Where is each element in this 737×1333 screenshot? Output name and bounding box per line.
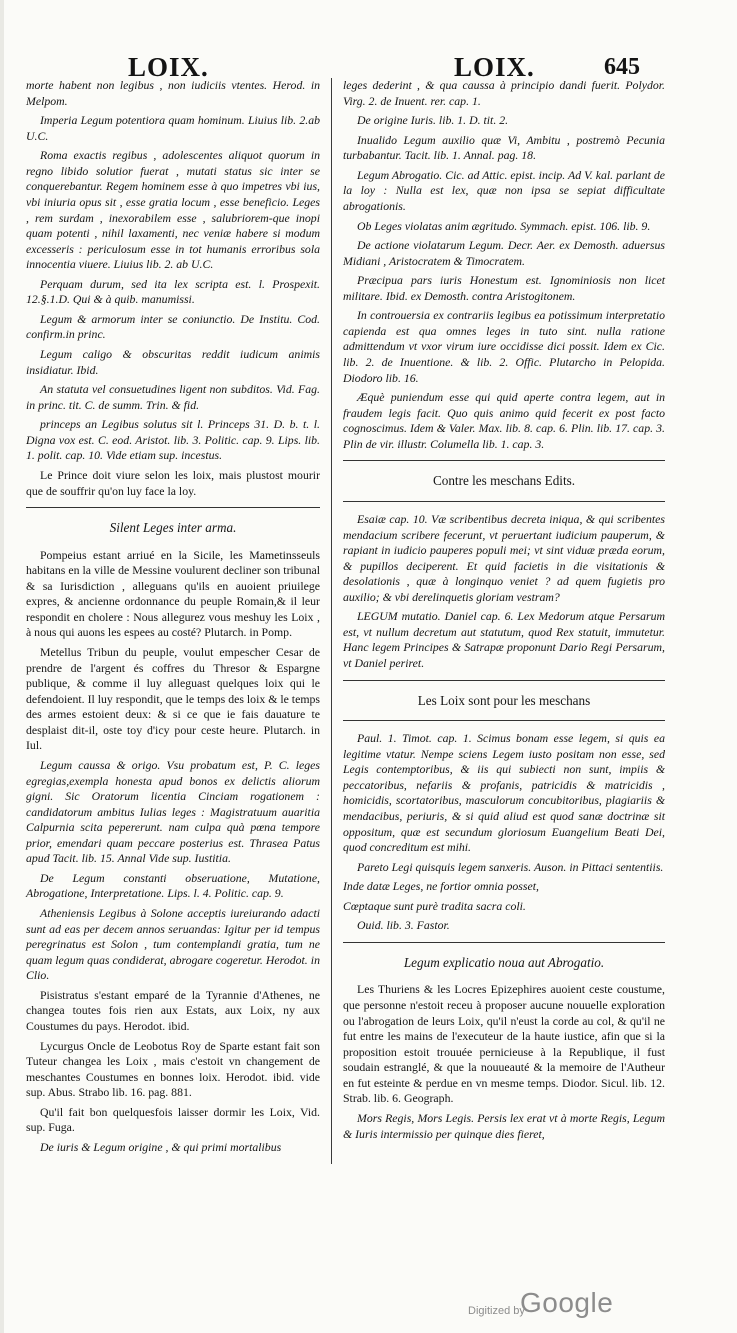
paragraph: De iuris & Legum origine , & qui primi mortalibus [40,1139,282,1154]
paragraph: Pompeius estant arriué en la Sicile, les Mametinsseuls habitans en la ville de Messine voulurent decliner son tribunal & sa Iurisdiction , alleguans qu'ils en auoient priuilege expres, & ancienne ordonnance du peuple Romain,& il leur respondit en cholere : Nous allegurez vous meshuy les Loix , à nous qui auons les espees au costé? Plutarch. in Pomp. [26,547,320,640]
paragraph: leges dederint , & qua caussa à principio dandi fuerit. Polydor. Virg. 2. de Inuent. rer. cap. 1. [343,78,665,108]
paragraph: Legum & armorum inter se coniunctio. De Institu. Cod. confirm.in princ. [26,311,320,342]
section-rule [343,460,665,461]
paragraph: Paul. 1. Timot. cap. 1. Scimus bonam esse legem, si quis ea legitime vtatur. Nempe sciens Legem iusto positam non esse, sed Legis contemptoribus, & iis qui subiecti non sunt, impiis & peccatoribus, nefariis & profanis, patricidis & matricidis , homicidis, scortatoribus, masculorum concubitoribus, plagiariis & mendacibus, periuris, & si quid aliud est quod sanæ doctrinæ sit oppositum, quæ est secundum gloriosum Euangelium Beati Dei, quod concreditum est mihi. [343,731,665,855]
watermark-prefix: Digitized by [468,1305,525,1317]
section-heading: Silent Leges inter arma. [109,520,237,536]
right-column [343,78,665,1146]
paragraph: LEGUM mutatio. Daniel cap. 6. Lex Medorum atque Persarum est, vt nullum decretum aut statutum, quod Rex statuit, immutetur. Hanc legem Principes & Satrapæ proponunt Dario Regi Persarum, vt Daniel periret. [343,609,665,670]
section-rule [343,501,665,502]
paragraph: An statuta vel consuetudines ligent non subditos. Vid. Fag. in princ. tit. C. de summ. Trin. & fid. [26,382,320,412]
paragraph: Legum Abrogatio. Cic. ad Attic. epist. incip. Ad V. kal. parlant de la loy : Nulla est lex, quæ non ipsa se sepiat difficultate abrogationis. [343,167,665,213]
column-divider [331,78,332,1164]
section-heading: Contre les meschans Edits. [432,473,576,489]
paragraph: Pisistratus s'estant emparé de la Tyrannie d'Athenes, ne changea toutes fois rien aux Estats, aux Loix, ny aux Coustumes du pays. Herodot. ibid. [26,987,320,1033]
watermark-logo: Google [520,1287,614,1318]
paragraph: Imperia Legum potentiora quam hominum. Liuius lib. 2.ab U.C. [26,113,320,143]
paragraph: Roma exactis regibus , adolescentes aliquot quorum in regno libido solutior fuerat , mutati status sic inter se conquerebantur. Regem hominem esse à quo impetres vbi ius, vbi iniuria opus sit , esse gratia locum , esse beneficio. Leges , rem surdam , inexorabilem esse , salubriorem-que inopi quam potenti , nihil laxamenti, nec veniæ habere si modum excesseris : periculosum esse in tot humanis erroribus sola innocentia viuere. Liuius lib. 2. ab U.C. [26,148,320,272]
paragraph: Mors Regis, Mors Legis. Persis lex erat vt à morte Regis, Legum & Iuris intermissio per quinque dies fieret, [343,1110,665,1141]
paragraph: Pareto Legi quisquis legem sanxeris. Auson. in Pittaci sententiis. [357,859,664,874]
paragraph: Le Prince doit viure selon les loix, mais plustost mourir que de souffrir qu'on luy face la loy. [26,467,320,498]
paragraph: Lycurgus Oncle de Leobotus Roy de Sparte estant fait son Tuteur changea les Loix , mais c'estoit vn changement de meschantes Coustumes en bonnes loix. Herodot. ibid. vide sup. Abus. Strabo lib. 16. pag. 881. [26,1038,320,1100]
left-running-head: LOIX. [128,52,209,82]
paragraph: De actione violatarum Legum. Decr. Aer. ex Demosth. aduersus Midiani , Aristocratem & Timocratem. [343,238,665,268]
paragraph: De origine Iuris. lib. 1. D. tit. 2. [357,113,509,128]
paragraph: Qu'il fait bon quelquesfois laisser dormir les Loix, Vid. sup. Fuga. [26,1104,320,1135]
paragraph: Legum caligo & obscuritas reddit iudicum animis insidiatur. Ibid. [26,347,320,377]
section-heading: Legum explicatio noua aut Abrogatio. [403,954,605,970]
verse-line: Cœptaque sunt purè tradita sacra coli. [343,898,526,913]
section-heading: Les Loix sont pour les meschans [417,692,591,708]
verse-line: Inde datæ Leges, ne fortior omnia posset, [343,879,539,894]
page-number: 645 [604,54,640,80]
paragraph: Ouid. lib. 3. Fastor. [357,918,450,933]
paragraph: morte habent non legibus , non iudiciis vtentes. Herod. in Melpom. [26,78,320,108]
paragraph: Les Thuriens & les Locres Epizephires auoient ceste coustume, que personne n'estoit receu à proposer aucune nouuelle exploration ou l'abrogation de leurs Loix, qu'il n'eust la corde au col, & qu'il ne fut entre les mains de l'executeur de la haute iustice, afin que si la proposition estoit trouuée pernicieuse à la Republique, il fust soudain estranglé, & que la nouueauté & la memoire de l'Autheur en fut esteinte & perdue en vn mesme temps. Diodor. Sicul. lib. 12. Strab. lib. 6. Geograph. [343,982,665,1106]
paragraph: Perquam durum, sed ita lex scripta est. l. Prospexit. 12.§.1.D. Qui & à quib. manumissi. [26,276,320,307]
section-rule [343,942,665,943]
paragraph: Legum caussa & origo. Vsu probatum est, P. C. leges egregias,exempla honesta apud bonos ex delictis aliorum gigni. Sic Oratorum licentia Cinciam rogationem : candidatorum ambitus Iulias leges : Magistratuum auaritia Calpurnia scita pepererunt. nam culpa quà pœna tempore prior, emendari quam peccare posterius est. Thrasea Patus apud Tacit. lib. 15. Annal Vide sup. Iustitia. [26,757,320,866]
paragraph: De Legum constanti obseruatione, Mutatione, Abrogatione, Interpretatione. Lips. l. 4. Politic. cap. 9. [26,870,320,901]
paragraph: Esaiæ cap. 10. Væ scribentibus decreta iniqua, & qui scribentes mendacium scribere fecerunt, vt peruertant iudicium pauperum, & rapiant in iudicio pauperes populi mei; vt sint viduæ præda eorum, & pupillos deciperent. Et quid facietis in die visitationis & desolationis , quæ à longinquo veniet ? ad quem fugietis pro auxilio; & vbi derelinquetis gloriam vestram? [343,511,665,604]
right-running-head: LOIX. [454,52,535,82]
paragraph: Æquè puniendum esse qui quid aperte contra legem, aut in fraudem legis facit. Quo quis animo quid fecerit ex post facto cognoscimus. Idem & Valer. Max. lib. 8. cap. 6. Plin. lib. 17. cap. 3. Plin de vir. illustr. Columella lib. 1. cap. 3. [343,390,665,451]
left-column [26,78,320,1159]
page-edge-shadow [0,0,4,1333]
paragraph: Inualido Legum auxilio quæ Vi, Ambitu , postremò Pecunia turbabantur. Tacit. lib. 1. Annal. pag. 18. [343,132,665,163]
paragraph: Præcipua pars iuris Honestum est. Ignominiosis non licet militare. Ibid. ex Demosth. contra Aristogitonem. [343,273,665,303]
section-rule [343,720,665,721]
paragraph: Ob Leges violatas anim ægritudo. Symmach. epist. 106. lib. 9. [357,218,651,233]
paragraph: In controuersia ex contrariis legibus ea potissimum interpretatio capienda est qua omnes leges in tuto sint. nulla ratione admittendum vt vxor virum iure occidisse dici possit. Idem ex Cic. lib. 2. de Inuentione. & lib. 2. Offic. Plutarcho in Pelopida. Diodoro lib. 16. [343,308,665,385]
paragraph: princeps an Legibus solutus sit l. Princeps 31. D. b. t. l. Digna vox est. C. eod. Aristot. lib. 3. Politic. cap. 9. Lips. lib. 1. polit. cap. 10. Vide etiam sup. incestus. [26,417,320,463]
google-watermark [468,1283,628,1323]
paragraph: Metellus Tribun du peuple, voulut empescher Cesar de prendre de l'argent és coffres du Thresor & Espargne publique, & comme il luy alleguast quelques loix qui le defendoient. Il luy respondit, que le temps des loix & le temps des armes estoient deux: & si ce que ie fais dauature te desplaist dit-il, oste toy d'icy pour ceste heure. Plutarch. in Iul. [26,645,320,753]
section-rule [343,680,665,681]
paragraph: Atheniensis Legibus à Solone acceptis iureiurando adacti sunt ad eas per decem annos seruandas: Igitur per id tempus peregrinatus est Solon , tum contemplandi gratia, tum ne quam legum quas condiderat, abrogare cogeretur. Herodot. in Clio. [26,906,320,983]
section-rule [26,507,320,508]
